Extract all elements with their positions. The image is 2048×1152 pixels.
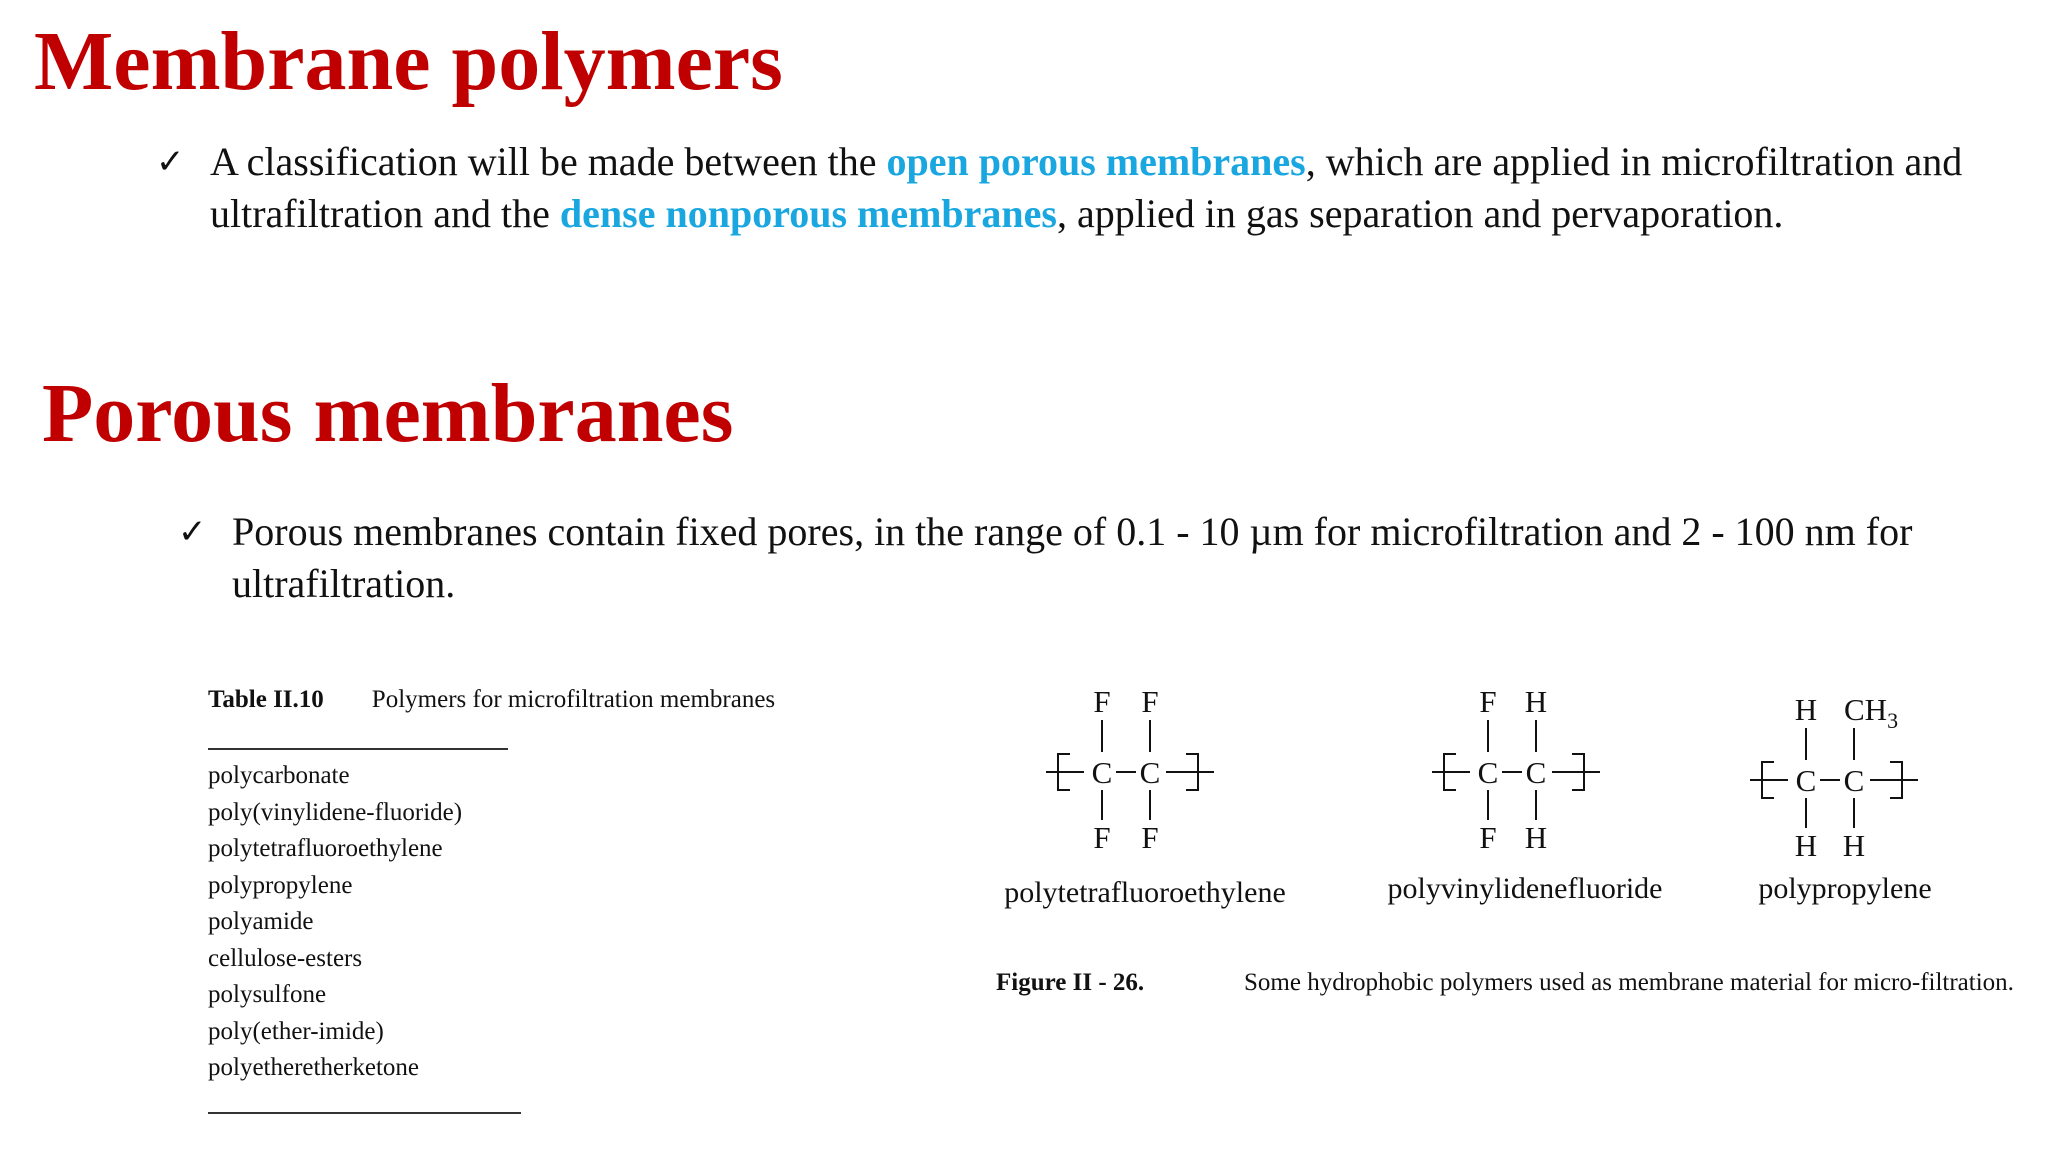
table-list-item: polysulfone: [208, 981, 327, 1008]
table-list-item: poly(ether-imide): [208, 1017, 384, 1045]
bullet-text-part: A classification will be made between the: [210, 139, 887, 184]
atom-label: CH: [1844, 692, 1888, 727]
pvdf-structure: [1426, 676, 1626, 856]
atom-label: H: [1842, 828, 1866, 863]
carbon-atom: C: [1139, 755, 1161, 790]
table-list-item: polycarbonate: [208, 762, 350, 789]
bullet-text-part: , applied in gas separation and pervaporation.: [1057, 191, 1784, 236]
table-top-rule: [208, 748, 508, 750]
structure-name-polypropylene: polypropylene: [1758, 872, 1932, 905]
table-number: Table II.10: [208, 686, 324, 713]
structure-name-ptfe: polytetrafluoroethylene: [1004, 876, 1286, 909]
ptfe-structure: [1040, 676, 1240, 856]
atom-label: F: [1479, 684, 1497, 719]
figure-caption-text: Some hydrophobic polymers used as membrane material for micro-filtration.: [1244, 969, 2014, 996]
atom-label: F: [1479, 820, 1497, 855]
section-heading: Porous membranes: [42, 367, 734, 460]
figure-caption: [996, 964, 2016, 1044]
checkmark-icon: ✓: [156, 142, 185, 182]
carbon-atom: C: [1091, 755, 1113, 790]
atom-label: H: [1524, 820, 1548, 855]
atom-label: H: [1794, 828, 1818, 863]
atom-label: F: [1093, 684, 1111, 719]
table-list-item: polyamide: [208, 908, 314, 935]
checkmark-icon: ✓: [178, 512, 207, 552]
table-bottom-rule: [208, 1112, 521, 1114]
polypropylene-structure: [1744, 684, 1974, 864]
highlight-dense-nonporous: dense nonporous membranes: [559, 191, 1057, 236]
highlight-open-porous: open porous membranes: [886, 139, 1306, 184]
bullet-porous: [178, 506, 2018, 616]
table-list: [208, 758, 462, 1087]
figure-number: Figure II - 26.: [996, 969, 1145, 996]
bullet-text-part: , which are applied in microfiltration and ultrafiltration and the: [210, 139, 1963, 236]
atom-label: F: [1141, 820, 1159, 855]
bullet-classification: [156, 136, 2016, 296]
table-list-item: polyetheretherketone: [208, 1054, 420, 1081]
subscript: 3: [1887, 708, 1899, 733]
table-list-item: poly(vinylidene-fluoride): [208, 798, 463, 826]
table-list-item: polytetrafluoroethylene: [208, 835, 443, 862]
bullet-classification-text: [210, 136, 2020, 240]
carbon-atom: C: [1477, 755, 1499, 790]
table-caption: [208, 686, 775, 714]
structure-name-pvdf: polyvinylidenefluoride: [1387, 872, 1663, 905]
table-list-item: polypropylene: [208, 871, 353, 899]
atom-label: H: [1794, 692, 1818, 727]
table-list-item: cellulose-esters: [208, 944, 363, 972]
table-title: Polymers for microfiltration membranes: [371, 686, 776, 713]
carbon-atom: C: [1843, 763, 1865, 798]
atom-label: F: [1141, 684, 1159, 719]
bullet-porous-text: Porous membranes contain fixed pores, in the range of 0.1 - 10 µm for microfiltration and 2 - 100 nm for ultrafiltration.: [232, 509, 1913, 606]
atom-label: F: [1093, 820, 1111, 855]
carbon-atom: C: [1795, 763, 1817, 798]
atom-label: H: [1524, 684, 1548, 719]
page-title: Membrane polymers: [34, 15, 783, 108]
methyl-group-label: [1844, 692, 1898, 733]
carbon-atom: C: [1525, 755, 1547, 790]
